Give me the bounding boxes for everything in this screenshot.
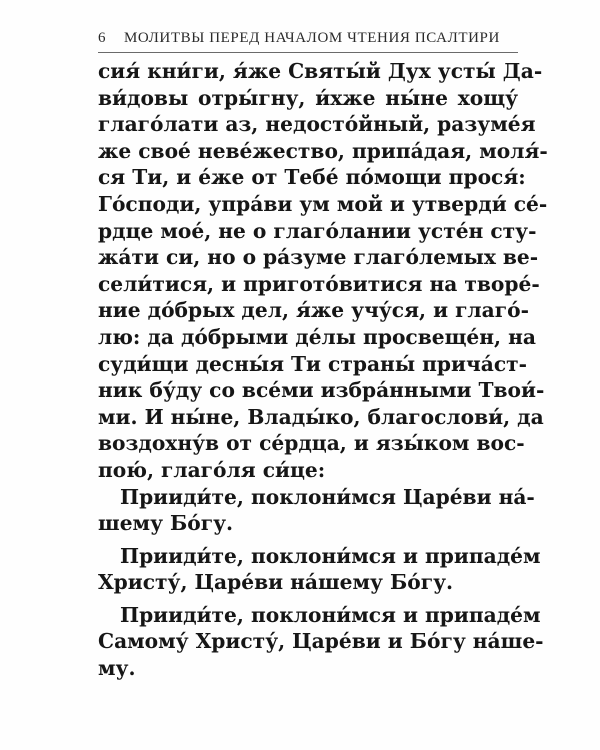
text-line: суди́щи десны́я Ти страны́ прича́ст-	[98, 351, 527, 376]
text-line: ник бу́ду со все́ми избра́нными Твои́-	[98, 378, 545, 403]
prayer-text	[98, 58, 548, 682]
text-line: ви́довы отры́гну, и́хже ны́не хощу́	[98, 85, 518, 110]
text-line: воздохну́в от се́рдца, и язы́ком вос-	[98, 431, 525, 456]
text-line: Самому́ Христу́, Царе́ви и Бо́гу на́ше-	[98, 629, 544, 654]
text-line: сели́тися, и пригото́витися на творе́-	[98, 271, 540, 296]
invocation-1	[98, 484, 535, 537]
text-line: ся Ти, и е́же от Тебе́ по́мощи прося́:	[98, 165, 526, 190]
running-head	[98, 30, 518, 47]
text-line: пою́, глаго́ля си́це:	[98, 457, 326, 482]
text-line: шему Бо́гу.	[98, 511, 234, 536]
page-number: 6	[98, 30, 107, 46]
text-line: лю: да до́брыми де́лы просвеще́н, на	[98, 324, 536, 349]
text-line: Христу́, Царе́ви на́шему Бо́гу.	[98, 570, 454, 595]
running-title: МОЛИТВЫ ПЕРЕД НАЧАЛОМ ЧТЕНИЯ ПСАЛТИРИ	[124, 30, 500, 46]
text-line: же свое́ неве́жество, припа́дая, моля́-	[98, 138, 548, 163]
text-line: му.	[98, 656, 136, 681]
main-paragraph	[98, 58, 548, 484]
text-line: Прииди́те, поклони́мся Царе́ви на́-	[120, 484, 535, 509]
text-line: Прииди́те, поклони́мся и припаде́м	[120, 543, 541, 568]
text-line: Го́споди, упра́ви ум мой и утверди́ се́-	[98, 191, 548, 216]
invocation-3	[98, 602, 544, 682]
text-line: сия́ кни́ги, я́же Святы́й Дух усты́ Да-	[98, 59, 543, 83]
text-line: ми. И ны́не, Влады́ко, благослови́, да	[98, 404, 544, 429]
text-line: Прииди́те, поклони́мся и припаде́м	[120, 602, 541, 627]
text-line: рдце мое́, не о глаго́лании усте́н сту-	[98, 218, 537, 243]
invocation-2	[98, 543, 541, 596]
text-line: жа́ти си, но о ра́зуме глаго́лемых ве-	[98, 245, 539, 270]
header-divider	[98, 52, 518, 53]
text-line: глаго́лати аз, недосто́йный, разуме́я	[98, 112, 536, 137]
text-line: ние до́брых дел, я́же учу́ся, и глаго́-	[98, 298, 529, 323]
